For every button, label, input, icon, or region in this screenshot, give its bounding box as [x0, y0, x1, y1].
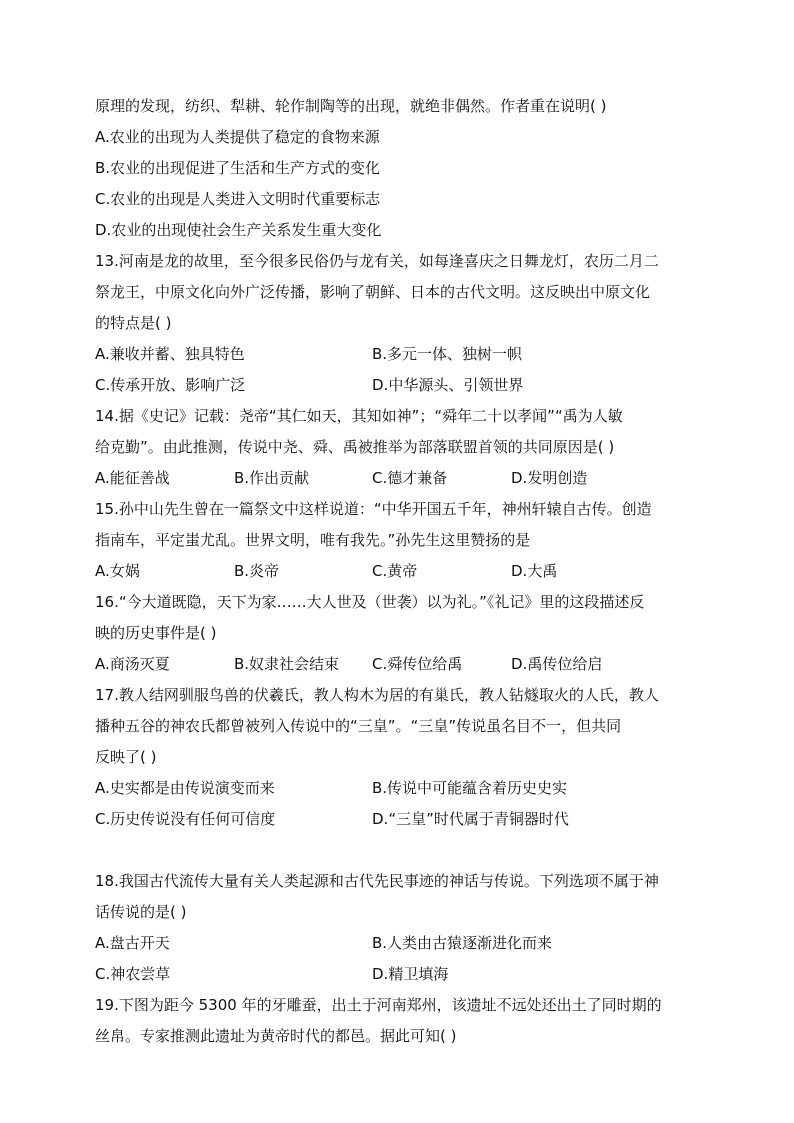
- option: A.盘古开天: [95, 934, 170, 952]
- question-text: 给克勤”。由此推测，传说中尧、舜、禹被推举为部落联盟首领的共同原因是( ): [95, 438, 615, 456]
- option: A.兼收并蓄、独具特色: [95, 345, 245, 363]
- question-text: 18.我国古代流传大量有关人类起源和古代先民事迹的神话与传说。下列选项不属于神: [95, 872, 659, 890]
- option: C.神农尝草: [95, 965, 171, 983]
- option: D.中华源头、引领世界: [372, 376, 524, 394]
- option: A.史实都是由传说演变而来: [95, 779, 275, 797]
- option-row: [95, 773, 705, 804]
- question-text: 的特点是( ): [95, 314, 172, 332]
- option: B.传说中可能蕴含着历史史实: [372, 779, 568, 797]
- question-text: 映的历史事件是( ): [95, 624, 217, 642]
- question-text: 丝帛。专家推测此遗址为黄帝时代的都邑。据此可知( ): [95, 1027, 457, 1045]
- option: B.农业的出现促进了生活和生产方式的变化: [95, 159, 381, 177]
- option-row: [95, 556, 705, 587]
- option: C.传承开放、影响广泛: [95, 376, 246, 394]
- option: C.黄帝: [372, 562, 418, 580]
- question-text: 原理的发现，纺织、犁耕、轮作制陶等的出现，就绝非偶然。作者重在说明( ): [95, 97, 607, 115]
- option: B.人类由古猿逐渐进化而来: [372, 934, 553, 952]
- question-text: 13.河南是龙的故里，至今很多民俗仍与龙有关，如每逢喜庆之日舞龙灯，农历二月二: [95, 252, 659, 270]
- option: B.作出贡献: [234, 469, 310, 487]
- question-text: 播种五谷的神农氏都曾被列入传说中的“三皇”。“三皇”传说虽名目不一，但共同: [95, 717, 622, 735]
- option: B.炎帝: [234, 562, 280, 580]
- option: D.禹传位给启: [511, 655, 603, 673]
- question-text: 16.“今大道既隐，天下为家……大人世及（世袭）以为礼。”《礼记》里的这段描述反: [95, 593, 645, 611]
- option-row: [95, 959, 705, 990]
- option: D.农业的出现使社会生产关系发生重大变化: [95, 221, 382, 239]
- option: D.发明创造: [511, 469, 588, 487]
- option-row: [95, 649, 705, 680]
- option: B.奴隶社会结束: [234, 655, 340, 673]
- question-text: 祭龙王，中原文化向外广泛传播，影响了朝鲜、日本的古代文明。这反映出中原文化: [95, 283, 651, 301]
- option: A.农业的出现为人类提供了稳定的食物来源: [95, 128, 380, 146]
- question-text: 17.教人结网驯服鸟兽的伏羲氏，教人构木为居的有巢氏，教人钻燧取火的人氏，教人: [95, 686, 659, 704]
- option: B.多元一体、独树一帜: [372, 345, 523, 363]
- question-text: 话传说的是( ): [95, 903, 187, 921]
- question-text: 反映了( ): [95, 748, 157, 766]
- option: D.大禹: [511, 562, 558, 580]
- option-row: [95, 804, 705, 835]
- option: C.德才兼备: [372, 469, 448, 487]
- question-text: 15.孙中山先生曾在一篇祭文中这样说道：“中华开国五千年，神州轩辕自古传。创造: [95, 500, 652, 518]
- question-text: 指南车，平定蚩尤乱。世界文明，唯有我先。”孙先生这里赞扬的是: [95, 531, 531, 549]
- question-text: 19.下图为距今 5300 年的牙雕蚕，出土于河南郑州，该遗址不远处还出土了同时期的: [95, 996, 662, 1014]
- option: A.商汤灭夏: [95, 655, 170, 673]
- option: A.女娲: [95, 562, 140, 580]
- option-row: [95, 339, 705, 370]
- option: C.农业的出现是人类进入文明时代重要标志: [95, 190, 381, 208]
- option: D.“三皇”时代属于青铜器时代: [372, 810, 569, 828]
- option: A.能征善战: [95, 469, 170, 487]
- option: C.历史传说没有任何可信度: [95, 810, 276, 828]
- question-text: 14.据《史记》记载：尧帝“其仁如天，其知如神”；“舜年二十以孝闻”“禹为人敏: [95, 407, 623, 425]
- option: C.舜传位给禹: [372, 655, 463, 673]
- option-row: [95, 370, 705, 401]
- option-row: [95, 928, 705, 959]
- option-row: [95, 463, 705, 494]
- option: D.精卫填海: [372, 965, 449, 983]
